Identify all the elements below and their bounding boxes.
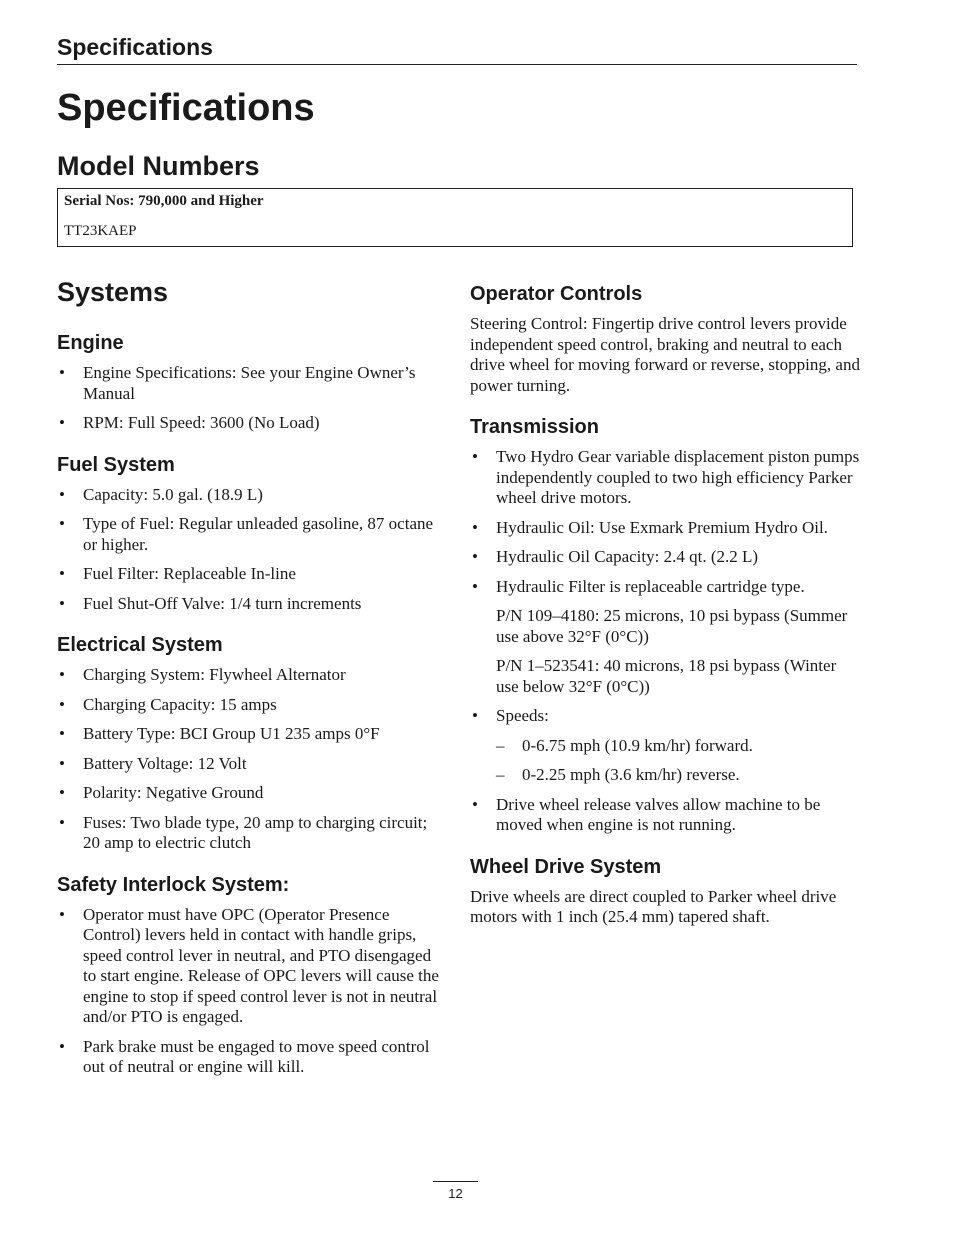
list-item: • Operator must have OPC (Operator Presence Control) levers held in contact with handle grips, speed control lever in neutral, and PTO disengaged to start engine. Release of OPC levers will cause the engine to stop if speed control lever is not in neutral and/or PTO is engaged. <box>57 905 447 1028</box>
wheel-drive-heading: Wheel Drive System <box>470 855 662 878</box>
list-item: • Fuses: Two blade type, 20 amp to charging circuit; 20 amp to electric clutch <box>57 813 447 854</box>
list-item: • Speeds: <box>470 706 860 727</box>
safety-interlock-section <box>57 872 447 1078</box>
engine-list <box>57 363 447 434</box>
filter-note: P/N 1–523541: 40 microns, 18 psi bypass (Winter use below 32°F (0°C)) <box>496 656 837 696</box>
list-item: • Drive wheel release valves allow machine to be moved when engine is not running. <box>470 795 860 836</box>
filter-note: P/N 109–4180: 25 microns, 10 psi bypass (Summer use above 32°F (0°C)) <box>496 606 848 646</box>
list-item: • Hydraulic Oil Capacity: 2.4 qt. (2.2 L) <box>470 547 860 568</box>
release-valves-list <box>470 795 860 836</box>
operator-controls-heading: Operator Controls <box>470 283 643 305</box>
footer-rule <box>433 1181 478 1182</box>
model-number: TT23KAEP <box>64 223 137 239</box>
electrical-system-heading: Electrical System <box>57 634 223 656</box>
list-item: • Battery Type: BCI Group U1 235 amps 0°F <box>57 724 447 745</box>
engine-section <box>57 330 447 434</box>
right-column <box>470 281 860 946</box>
list-item: • Park brake must be engaged to move speed control out of neutral or engine will kill. <box>57 1037 447 1078</box>
fuel-system-section <box>57 452 447 615</box>
page-title: Specifications <box>57 87 315 129</box>
running-head: Specifications <box>57 34 213 60</box>
model-numbers-table <box>57 188 853 247</box>
page-number: 12 <box>448 1186 463 1201</box>
list-item: • Capacity: 5.0 gal. (18.9 L) <box>57 485 447 506</box>
operator-controls-section <box>470 281 860 396</box>
list-item: • Fuel Filter: Replaceable In-line <box>57 564 447 585</box>
header-rule <box>57 64 857 65</box>
list-item: • RPM: Full Speed: 3600 (No Load) <box>57 413 447 434</box>
list-item: • Two Hydro Gear variable displacement piston pumps independently coupled to two high efficiency Parker wheel drive motors. <box>470 447 860 509</box>
electrical-system-list <box>57 665 447 854</box>
speeds-list <box>470 706 860 727</box>
list-item: – 0-2.25 mph (3.6 km/hr) reverse. <box>496 765 860 786</box>
wheel-drive-text: Drive wheels are direct coupled to Parker wheel drive motors with 1 inch (25.4 mm) tapered shaft. <box>470 886 837 926</box>
list-item: • Type of Fuel: Regular unleaded gasoline, 87 octane or higher. <box>57 514 447 555</box>
operator-controls-text: Steering Control: Fingertip drive control levers provide independent speed control, braking and neutral to each drive wheel for moving forward or reverse, stopping, and power turning. <box>470 314 860 395</box>
list-item: • Charging Capacity: 15 amps <box>57 695 447 716</box>
list-item: • Polarity: Negative Ground <box>57 783 447 804</box>
engine-heading: Engine <box>57 332 124 354</box>
model-numbers-heading: Model Numbers <box>57 151 260 181</box>
transmission-heading: Transmission <box>470 416 599 438</box>
serial-numbers-label: Serial Nos: 790,000 and Higher <box>64 193 264 209</box>
fuel-system-heading: Fuel System <box>57 453 175 476</box>
list-item: – 0-6.75 mph (10.9 km/hr) forward. <box>496 736 860 757</box>
transmission-list <box>470 447 860 597</box>
electrical-system-section <box>57 632 447 854</box>
list-item: • Charging System: Flywheel Alternator <box>57 665 447 686</box>
safety-interlock-list <box>57 905 447 1078</box>
list-item: • Engine Specifications: See your Engine Owner’s Manual <box>57 363 447 404</box>
list-item: • Battery Voltage: 12 Volt <box>57 754 447 775</box>
speeds-sublist <box>496 736 860 786</box>
list-item: • Hydraulic Filter is replaceable cartridge type. <box>470 577 860 598</box>
transmission-section <box>470 414 860 836</box>
list-item: • Fuel Shut-Off Valve: 1/4 turn increments <box>57 594 447 615</box>
systems-heading: Systems <box>57 277 169 307</box>
wheel-drive-section <box>470 854 860 928</box>
list-item: • Hydraulic Oil: Use Exmark Premium Hydro Oil. <box>470 518 860 539</box>
safety-interlock-heading: Safety Interlock System: <box>57 873 290 896</box>
left-column <box>57 330 447 1096</box>
fuel-system-list <box>57 485 447 615</box>
